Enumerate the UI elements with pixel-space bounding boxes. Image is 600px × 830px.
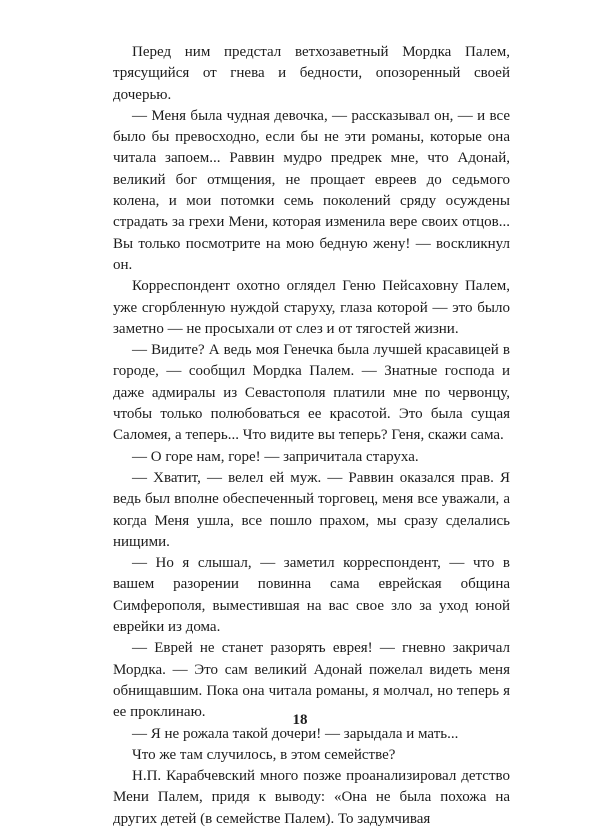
paragraph: — Меня была чудная девочка, — рассказывал он, — и все было бы превосходно, если бы не эти романы, которые она читала запоем... Раввин мудро предрек мне, что Адонай, великий бог отмщения, не прощает евреев до седьмого колена, и мои потомки семь поколений сряду осуждены страдать за грехи Мени, которая изменила вере своих отцов... Вы только посмотрите на мою бедную жену! — воскликнул он. <box>113 107 510 273</box>
paragraph: — Я не рожала такой дочери! — зарыдала и мать... <box>132 725 459 742</box>
paragraph: — Хватит, — велел ей муж. — Раввин оказался прав. Я ведь был вполне обеспеченный торговец, меня все уважали, а когда Меня ушла, все пошло прахом, мы сразу сделались нищими. <box>113 469 510 550</box>
paragraph: Что же там случилось, в этом семействе? <box>132 746 396 763</box>
paragraph: — О горе нам, горе! — запричитала старуха. <box>132 448 419 465</box>
paragraph: — Но я слышал, — заметил корреспондент, — что в вашем разорении повинна сама еврейская община Симферополя, выместившая на вас свое зло за уход юной еврейки из дома. <box>113 555 510 636</box>
paragraph: Перед ним предстал ветхозаветный Мордка Палем, трясущийся от гнева и бедности, опозоренный своей дочерью. <box>113 44 510 103</box>
paragraph: Корреспондент охотно оглядел Геню Пейсаховну Палем, уже сгорбленную нуждой старуху, глаза которой — это было заметно — не просыхали от слез и от тягостей жизни. <box>113 278 510 337</box>
page-number: 18 <box>292 712 308 728</box>
paragraph: — Еврей не станет разорять еврея! — гневно закричал Мордка. — Это сам великий Адонай пожелал видеть меня обнищавшим. Пока она читала романы, я молчал, но теперь я ее проклинаю. <box>113 640 510 721</box>
paragraph: Н.П. Карабчевский много позже проанализировал детство Мени Палем, придя к выводу: «Она не была похожа на других детей (в семействе Палем). То задумчивая <box>113 768 510 827</box>
paragraph: — Видите? А ведь моя Генечка была лучшей красавицей в городе, — сообщил Мордка Палем. — Знатные господа и даже адмиралы из Севастополя платили мне по червонцу, чтобы только полюбоваться ее красотой. Это была сущая Саломея, а теперь... Что видите вы теперь? Геня, скажи сама. <box>113 342 510 444</box>
